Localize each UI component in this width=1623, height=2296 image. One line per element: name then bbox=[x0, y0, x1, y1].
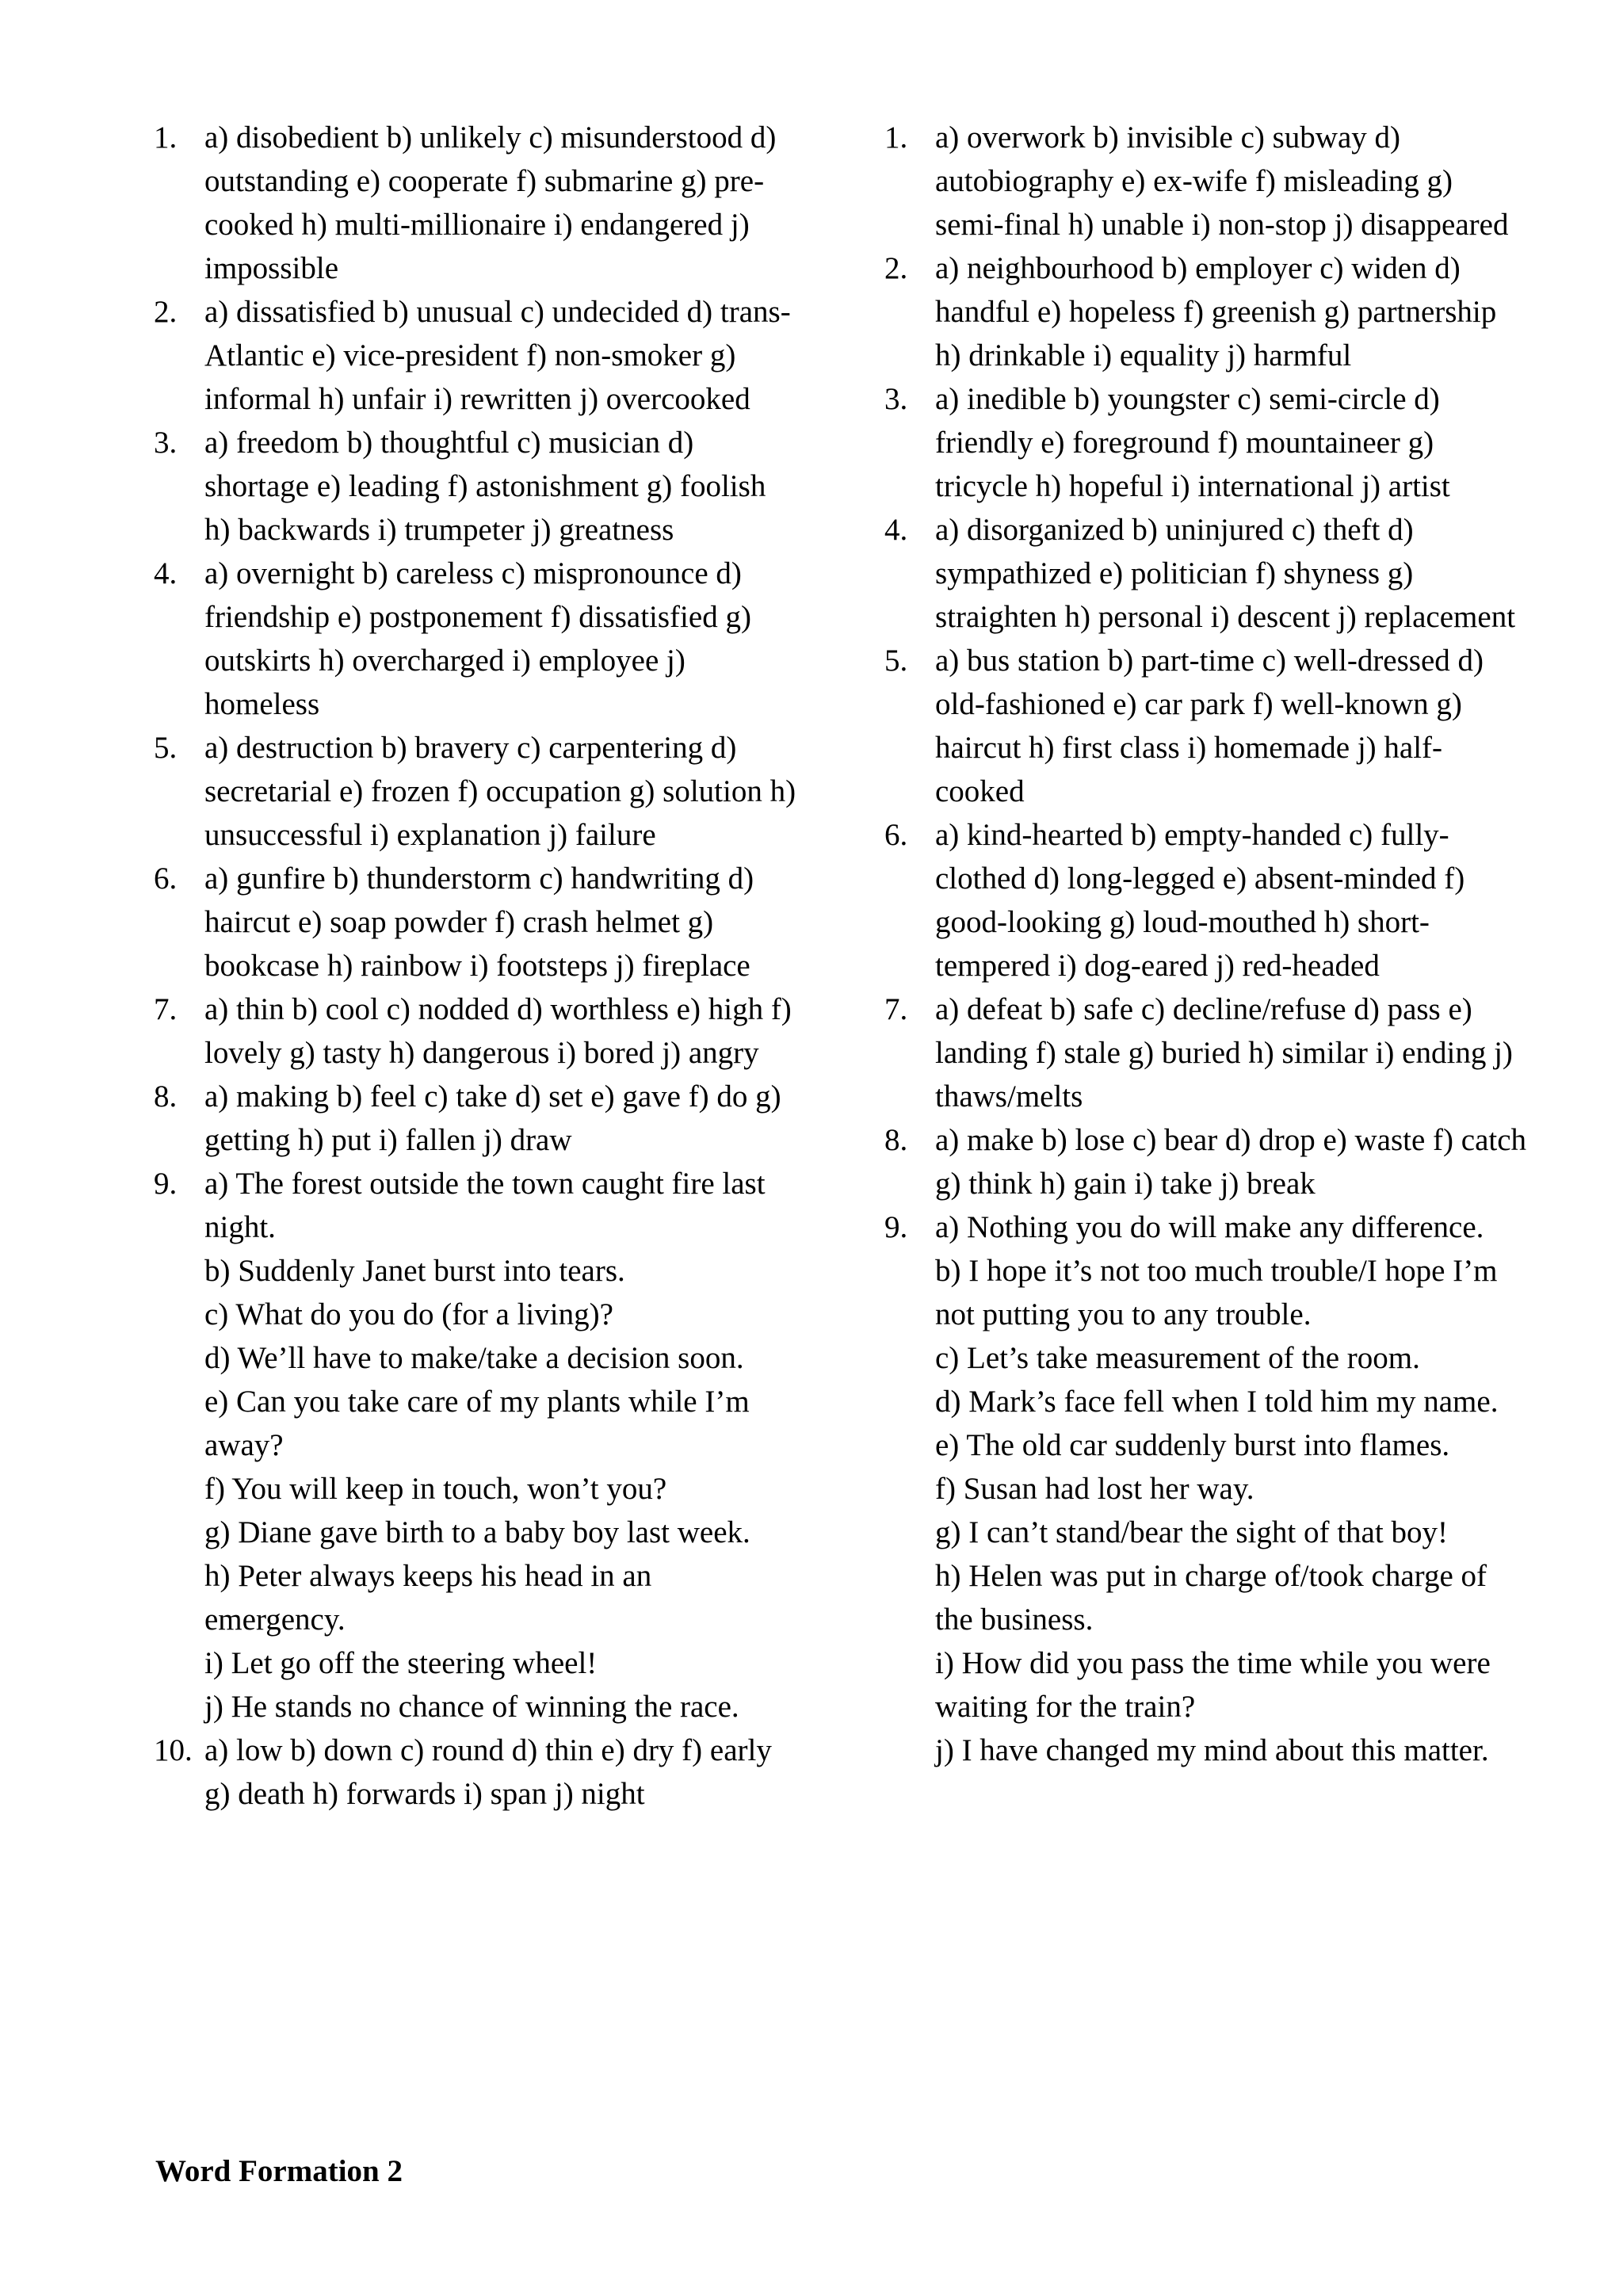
item-answers: a) overnight b) careless c) mispronounce d) friendship e) postponement f) dissatisfied g) outskirts h) overcharged i) employee j) homeless bbox=[204, 556, 751, 721]
item-number: 7. bbox=[154, 992, 178, 1026]
answer-sentence: j) I have changed my mind about this matter. bbox=[935, 1733, 1489, 1767]
answer-item-5 bbox=[155, 726, 797, 857]
item-number: 8. bbox=[884, 1123, 908, 1157]
item-number: 2. bbox=[884, 251, 908, 285]
answer-sentence: h) Peter always keeps his head in an emergency. bbox=[204, 1559, 652, 1637]
answer-sentence: f) Susan had lost her way. bbox=[935, 1472, 1254, 1506]
answer-item-1 bbox=[886, 116, 1528, 246]
item-answers: a) neighbourhood b) employer c) widen d) handful e) hopeless f) greenish g) partnership h) drinkable i) equality j) harmful bbox=[935, 251, 1497, 372]
item-number: 5. bbox=[154, 731, 178, 765]
item-answers: a) gunfire b) thunderstorm c) handwriting d) haircut e) soap powder f) crash helmet g) bookcase h) rainbow i) footsteps j) fireplace bbox=[204, 861, 754, 983]
item-sentences bbox=[204, 1162, 797, 1729]
item-number: 4. bbox=[154, 556, 178, 590]
answer-sentence: a) The forest outside the town caught fire last night. bbox=[204, 1167, 766, 1244]
item-number: 4. bbox=[884, 513, 908, 547]
answer-item-7 bbox=[886, 988, 1528, 1118]
answer-sentence: d) We’ll have to make/take a decision soon. bbox=[204, 1341, 744, 1375]
answer-item-6 bbox=[886, 813, 1528, 988]
answer-item-2 bbox=[886, 246, 1528, 377]
item-answers: a) dissatisfied b) unusual c) undecided d) trans-Atlantic e) vice-president f) non-smoker g) informal h) unfair i) rewritten j) overcooked bbox=[204, 295, 791, 416]
item-answers: a) making b) feel c) take d) set e) gave f) do g) getting h) put i) fallen j) draw bbox=[204, 1079, 781, 1157]
item-number: 1. bbox=[884, 120, 908, 155]
item-answers: a) defeat b) safe c) decline/refuse d) pass e) landing f) stale g) buried h) similar i) ending j) thaws/melts bbox=[935, 992, 1513, 1114]
answer-item-8 bbox=[886, 1118, 1528, 1205]
item-answers: a) thin b) cool c) nodded d) worthless e) high f) lovely g) tasty h) dangerous i) bored j) angry bbox=[204, 992, 792, 1070]
answer-sentence: i) How did you pass the time while you were waiting for the train? bbox=[935, 1646, 1491, 1724]
answer-sentence: f) You will keep in touch, won’t you? bbox=[204, 1472, 667, 1506]
item-number: 8. bbox=[154, 1079, 178, 1114]
answer-sentence: i) Let go off the steering wheel! bbox=[204, 1646, 598, 1680]
answer-item-4 bbox=[886, 508, 1528, 639]
item-number: 10. bbox=[154, 1733, 193, 1767]
answer-sentence: a) Nothing you do will make any difference. bbox=[935, 1210, 1484, 1244]
answer-sentence: g) Diane gave birth to a baby boy last week. bbox=[204, 1515, 750, 1549]
answer-sentence: h) Helen was put in charge of/took charge of the business. bbox=[935, 1559, 1487, 1637]
answer-sentence: c) Let’s take measurement of the room. bbox=[935, 1341, 1420, 1375]
right-answer-column bbox=[886, 116, 1528, 1772]
answer-item-9 bbox=[155, 1162, 797, 1729]
item-sentences bbox=[935, 1205, 1528, 1772]
answer-item-9 bbox=[886, 1205, 1528, 1772]
left-answer-column bbox=[155, 116, 797, 1816]
answer-sentence: e) Can you take care of my plants while I’m away? bbox=[204, 1385, 750, 1462]
item-answers: a) kind-hearted b) empty-handed c) fully-clothed d) long-legged e) absent-minded f) good-looking g) loud-mouthed h) short-tempered i) dog-eared j) red-headed bbox=[935, 818, 1465, 983]
answer-sentence: b) Suddenly Janet burst into tears. bbox=[204, 1254, 625, 1288]
answer-item-7 bbox=[155, 988, 797, 1075]
item-answers: a) inedible b) youngster c) semi-circle d) friendly e) foreground f) mountaineer g) tricycle h) hopeful i) international j) artist bbox=[935, 382, 1450, 503]
right-answer-list bbox=[886, 116, 1528, 1772]
answer-item-8 bbox=[155, 1075, 797, 1162]
item-number: 3. bbox=[154, 426, 178, 460]
item-number: 1. bbox=[154, 120, 178, 155]
answer-item-1 bbox=[155, 116, 797, 290]
section-heading: Word Formation 2 bbox=[155, 2154, 403, 2188]
item-number: 6. bbox=[154, 861, 178, 896]
item-answers: a) overwork b) invisible c) subway d) autobiography e) ex-wife f) misleading g) semi-final h) unable i) non-stop j) disappeared bbox=[935, 120, 1509, 242]
item-number: 9. bbox=[884, 1210, 908, 1244]
answer-item-2 bbox=[155, 290, 797, 421]
item-number: 6. bbox=[884, 818, 908, 852]
answer-item-6 bbox=[155, 857, 797, 988]
answer-item-4 bbox=[155, 552, 797, 726]
item-answers: a) disobedient b) unlikely c) misunderstood d) outstanding e) cooperate f) submarine g) pre-cooked h) multi-millionaire i) endangered j) impossible bbox=[204, 120, 777, 285]
item-answers: a) make b) lose c) bear d) drop e) waste f) catch g) think h) gain i) take j) break bbox=[935, 1123, 1527, 1201]
answer-sentence: c) What do you do (for a living)? bbox=[204, 1297, 613, 1331]
item-answers: a) disorganized b) uninjured c) theft d) sympathized e) politician f) shyness g) straighten h) personal i) descent j) replacement bbox=[935, 513, 1516, 634]
answer-item-3 bbox=[886, 377, 1528, 508]
item-answers: a) freedom b) thoughtful c) musician d) shortage e) leading f) astonishment g) foolish h) backwards i) trumpeter j) greatness bbox=[204, 426, 766, 547]
answer-sentence: b) I hope it’s not too much trouble/I hope I’m not putting you to any trouble. bbox=[935, 1254, 1498, 1331]
item-number: 9. bbox=[154, 1167, 178, 1201]
answer-sentence: e) The old car suddenly burst into flames. bbox=[935, 1428, 1450, 1462]
item-number: 3. bbox=[884, 382, 908, 416]
item-number: 5. bbox=[884, 644, 908, 678]
item-answers: a) low b) down c) round d) thin e) dry f) early g) death h) forwards i) span j) night bbox=[204, 1733, 772, 1811]
item-answers: a) destruction b) bravery c) carpentering d) secretarial e) frozen f) occupation g) solution h) unsuccessful i) explanation j) failure bbox=[204, 731, 796, 852]
item-number: 7. bbox=[884, 992, 908, 1026]
answer-item-5 bbox=[886, 639, 1528, 813]
answer-sentence: d) Mark’s face fell when I told him my name. bbox=[935, 1385, 1499, 1419]
answer-sentence: j) He stands no chance of winning the race. bbox=[204, 1690, 739, 1724]
answer-item-3 bbox=[155, 421, 797, 552]
answer-item-10 bbox=[155, 1729, 797, 1816]
left-answer-list bbox=[155, 116, 797, 1816]
answer-sentence: g) I can’t stand/bear the sight of that boy! bbox=[935, 1515, 1448, 1549]
item-answers: a) bus station b) part-time c) well-dressed d) old-fashioned e) car park f) well-known g) haircut h) first class i) homemade j) half-cooked bbox=[935, 644, 1484, 808]
item-number: 2. bbox=[154, 295, 178, 329]
